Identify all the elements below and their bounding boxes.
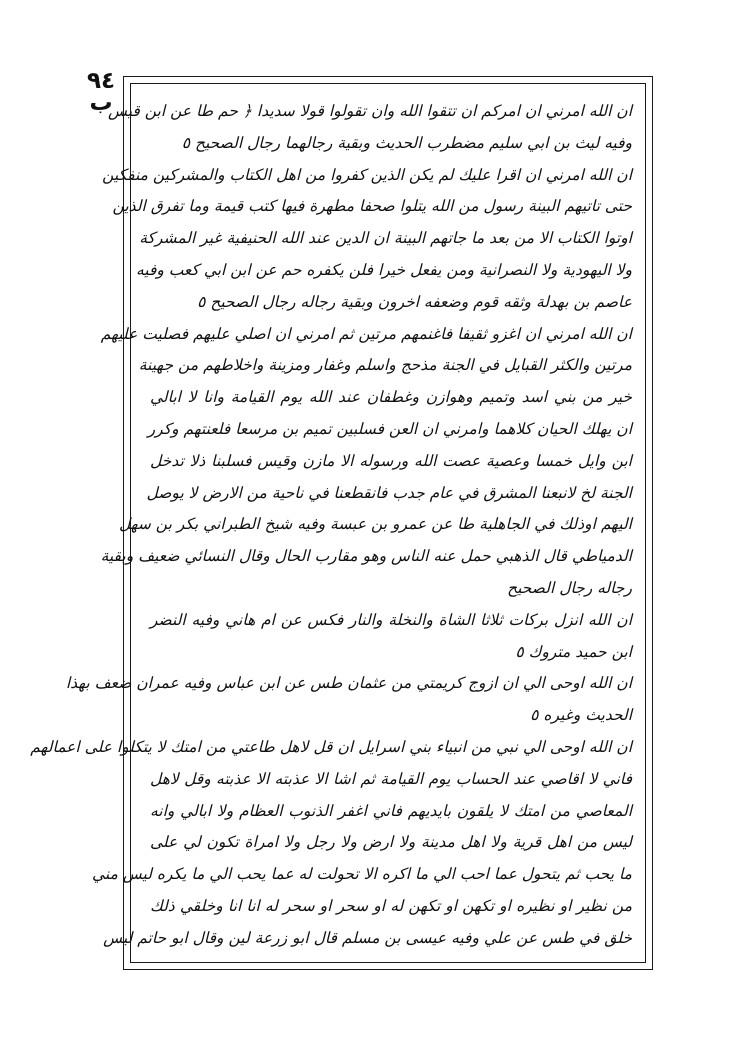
text-line: ابن وايل خمسا وعصية عصت الله ورسوله الا مازن وقيس فسلبنا ذلا تدخل <box>150 451 632 470</box>
text-line: حتى تاتيهم البينة رسول من الله يتلوا صحفا مطهرة فيها كتب قيمة وما تفرق الذين <box>112 197 632 216</box>
text-line: ان الله انزل بركات ثلاثا الشاة والنخلة والنار فكس عن ام هاني وفيه النضر <box>150 610 632 629</box>
text-line: من نظير او نظيره او تكهن او تكهن له او سحر او سحر له انا انا وخلقي ذلك <box>150 896 632 915</box>
text-line: المعاصي من امتك لا يلقون بايديهم فاني اغفر الذنوب العظام ولا ابالي وانه <box>150 801 632 820</box>
text-line: ما يحب ثم يتحول عما احب الي ما اكره الا تحولت له عما يحب الي ما يكره ليس مني <box>91 865 632 884</box>
text-line: خير من بني اسد وتميم وهوازن وغطفان عند الله يوم القيامة وانا لا ابالي <box>150 388 632 407</box>
text-line: عاصم بن بهدلة وثقه قوم وضعفه اخرون وبقية رجاله رجال الصحيح ٥ <box>197 292 632 311</box>
text-line: اليهم اوذلك في الجاهلية طا عن عمرو بن عبسة وفيه شيخ الطبراني بكر بن سهل <box>118 515 632 534</box>
text-line: ان الله امرني ان اغزو ثقيفا فاغنمهم مرتين ثم امرني ان اصلي عليهم فصليت عليهم <box>100 324 632 343</box>
text-line: مرتين والكثر القبايل في الجنة مذحج واسلم وغفار ومزينة واخلاطهم من جهينة <box>138 356 632 375</box>
text-line: خلق في طس عن علي وفيه عيسى بن مسلم قال ابو زرعة لين وقال ابو حاتم ليس <box>103 928 632 947</box>
manuscript-text-block <box>30 96 633 956</box>
text-line: ان الله امرني ان امركم ان تتقوا الله وان تقولوا قولا سديدا ﴿ حم طا عن ابن قيس <box>107 102 632 120</box>
page-number: ٩٤ ب <box>86 68 116 116</box>
text-line: الحديث وغيره ٥ <box>530 706 632 725</box>
text-line: الجنة لخ لانبعنا المشرق في عام جدب فانقطعنا في ناحية من الارض لا يوصل <box>146 483 632 502</box>
text-line: اوتوا الكتاب الا من بعد ما جاتهم البينة ان الدين عند الله الحنيفية غير المشركة <box>139 229 632 248</box>
text-line: ان الله اوحى الي نبي من انبياء بني اسرايل ان قل لاهل طاعتي من امتك لا يتكلوا على اعمالهم <box>30 737 632 756</box>
text-line: الدمياطي قال الذهبي حمل عنه الناس وهو مقارب الحال وقال النسائي ضعيف وبقية <box>100 547 632 566</box>
text-line: رجاله رجال الصحيح <box>507 578 632 597</box>
text-line: ان يهلك الحيان كلاهما وامرني ان العن فسلبين تميم بن مرسعا فلعنتهم وكرر <box>147 419 632 438</box>
text-line: ليس من اهل قرية ولا اهل مدينة ولا ارض ولا رجل ولا امراة تكون لي على <box>150 833 633 852</box>
text-line: وفيه ليث بن ابي سليم مضطرب الحديث وبقية رجالهما رجال الصحيح ٥ <box>181 133 632 152</box>
text-line: ان الله امرني ان اقرا عليك لم يكن الذين كفروا من اهل الكتاب والمشركين منفكين <box>102 165 632 184</box>
text-line: ولا اليهودية ولا النصرانية ومن يفعل خيرا فلن يكفره حم عن ابن ابي كعب وفيه <box>136 260 632 279</box>
text-line: ان الله اوحى الي ان ازوج كريمتي من عثمان طس عن ابن عباس وفيه عمران ضعف بهذا <box>65 674 632 693</box>
text-line: فاني لا اقاصي عند الحساب يوم القيامة ثم اشا الا عذبته الا عذبته وقل لاهل <box>150 769 632 788</box>
text-line: ابن حميد متروك ٥ <box>515 642 632 661</box>
